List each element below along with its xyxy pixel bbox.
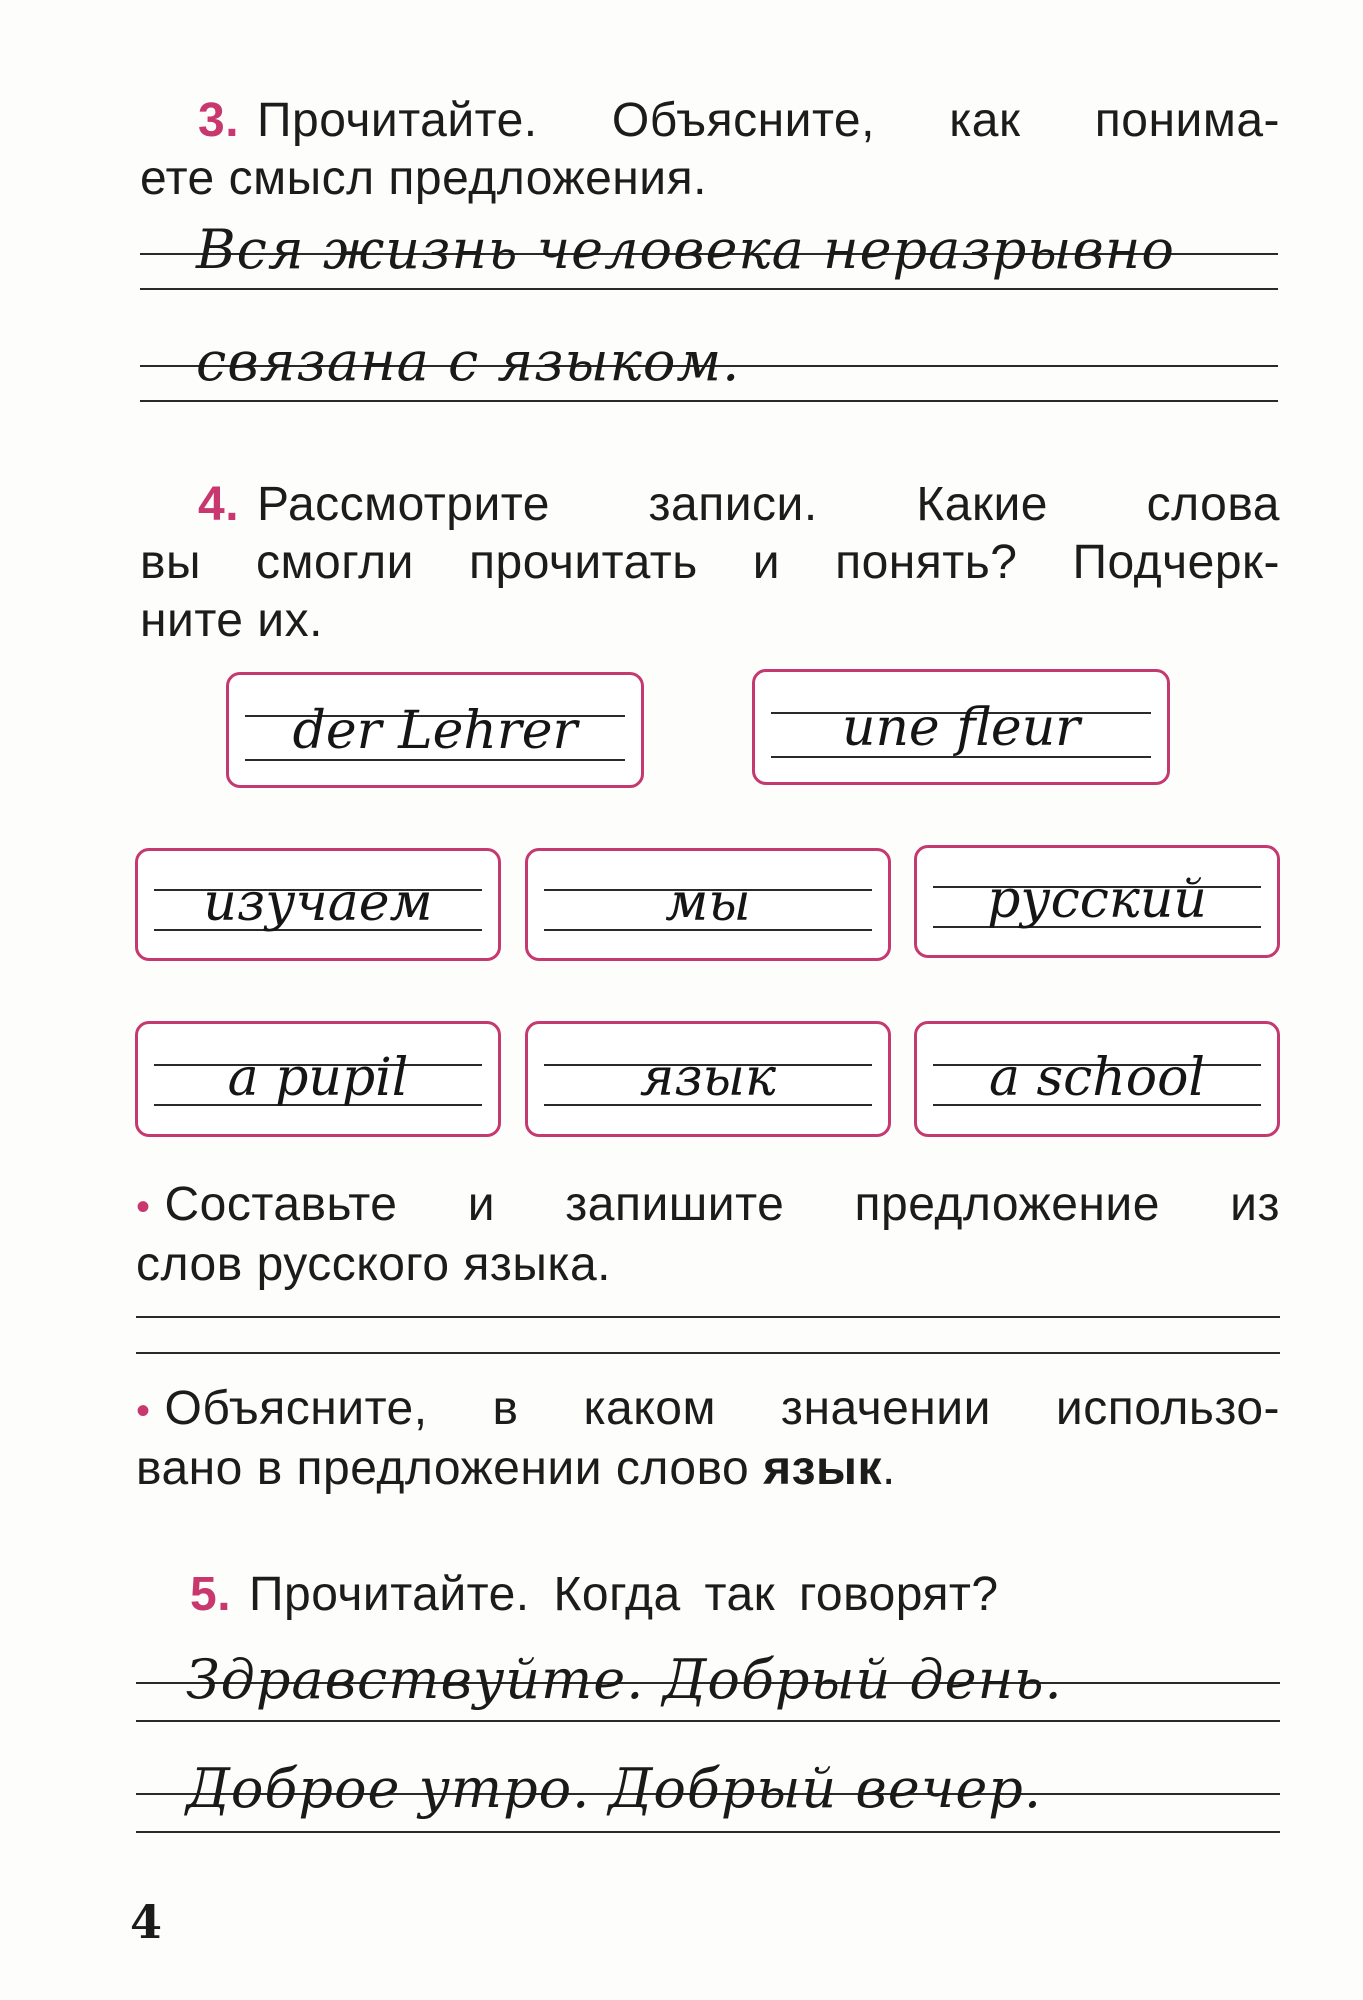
task-5-instruction: [190, 1566, 1280, 1624]
task-4-line-3: ните их.: [140, 594, 323, 647]
task-4-instruction: [140, 476, 1280, 650]
word-card[interactable]: [226, 672, 644, 788]
task-3-script-line-1: Вся жизнь человека неразрывно: [196, 218, 1175, 281]
answer-line[interactable]: [136, 1352, 1280, 1354]
task-4-number: 4.: [198, 478, 240, 531]
answer-line[interactable]: [136, 1316, 1280, 1318]
task-3-instruction: [140, 92, 1280, 208]
writing-line: [136, 1831, 1280, 1833]
writing-line: [136, 1720, 1280, 1722]
writing-line: [140, 400, 1278, 402]
task-5-line-1: Прочитайте. Когда так говорят?: [249, 1568, 999, 1621]
page-number: 4: [130, 1895, 163, 1949]
word-card[interactable]: [135, 848, 501, 961]
writing-line: [140, 288, 1278, 290]
bullet-icon: •: [136, 1389, 151, 1433]
card-word: мы: [665, 873, 751, 933]
word-card[interactable]: [135, 1021, 501, 1137]
keyword-yazyk: язык: [763, 1442, 882, 1495]
word-card[interactable]: [752, 669, 1170, 785]
task-4-bullet-1: [136, 1176, 1280, 1294]
word-card[interactable]: [914, 1021, 1280, 1137]
task-5-script-line-2: Доброе утро. Добрый вечер.: [186, 1757, 1043, 1820]
card-word: a school: [988, 1048, 1206, 1108]
task-5-script-line-1: Здравствуйте. Добрый день.: [186, 1648, 1063, 1711]
word-card[interactable]: [525, 848, 891, 961]
bullet-2-line-1: Объясните, в каком значении использо-: [164, 1382, 1280, 1435]
card-word: une fleur: [841, 698, 1081, 758]
task-3-script-line-2: связана с языком.: [196, 330, 741, 393]
card-word: a pupil: [227, 1048, 409, 1108]
task-4-line-2: вы смогли прочитать и понять? Подчерк-: [140, 536, 1280, 589]
card-word: язык: [639, 1048, 777, 1108]
word-card[interactable]: [914, 845, 1280, 958]
word-card[interactable]: [525, 1021, 891, 1137]
bullet-1-line-1: Составьте и запишите предложение из: [164, 1178, 1280, 1231]
task-3-line-1: Прочитайте. Объясните, как понима-: [257, 94, 1280, 147]
card-word: русский: [987, 870, 1207, 930]
card-word: der Lehrer: [292, 701, 578, 761]
card-word: изучаем: [203, 873, 433, 933]
bullet-2-line-2: [136, 1440, 1280, 1498]
task-3-number: 3.: [198, 94, 240, 147]
bullet-2-end: .: [881, 1442, 896, 1495]
task-3-line-2: ете смысл предложения.: [140, 152, 707, 205]
bullet-icon: •: [136, 1185, 151, 1229]
task-4-line-1: Рассмотрите записи. Какие слова: [257, 478, 1280, 531]
bullet-1-line-2: слов русского языка.: [136, 1238, 611, 1291]
bullet-2-line-2-text: вано в предложении слово: [136, 1442, 764, 1495]
task-4-bullet-2: [136, 1380, 1280, 1498]
task-5-number: 5.: [190, 1568, 232, 1621]
